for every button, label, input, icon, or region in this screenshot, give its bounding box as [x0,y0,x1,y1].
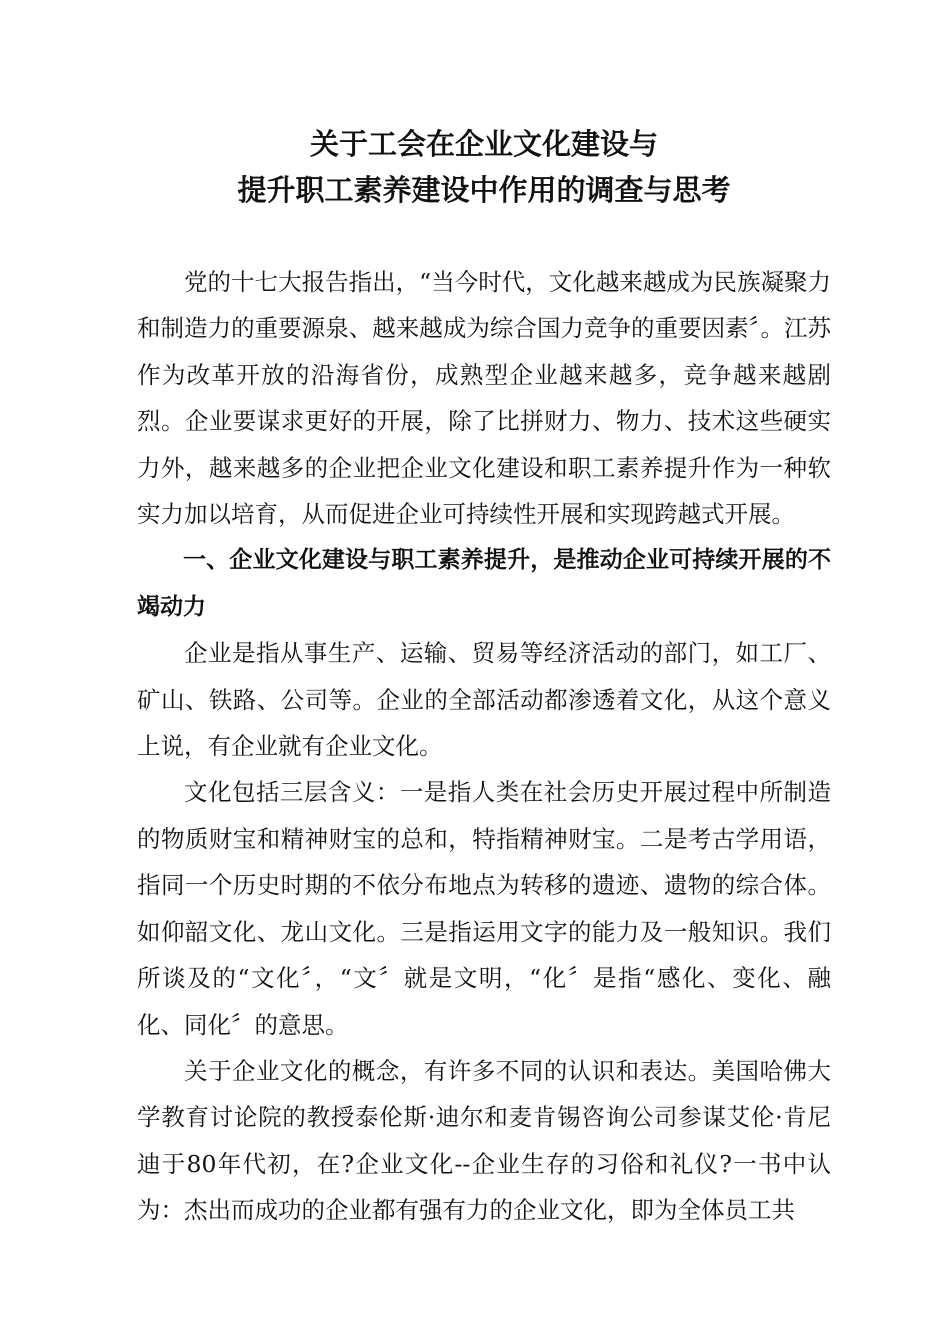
paragraph-culture-meaning: 文化包括三层含义：一是指人类在社会历史开展过程中所制造的物质财宝和精神财宝的总和，特指精神财宝。二是考古学用语，指同一个历史时期的不依分布地点为转移的遗迹、遗物的综合体。如仰韶文化、龙山文化。三是指运用文字的能力及一般知识。我们所谈及的“文化〞，“文〞就是文明，“化〞是指“感化、变化、融化、同化〞的意思。 [137,778,831,1039]
document-title-line-2: 提升职工素养建设中作用的调查与思考 [237,173,731,207]
document-title-line-1: 关于工会在企业文化建设与 [309,127,658,161]
document-body [137,259,831,1234]
paragraph-intro: 党的十七大报告指出，“当今时代，文化越来越成为民族凝聚力和制造力的重要源泉、越来越成为综合国力竞争的重要因素〞。江苏作为改革开放的沿海省份，成熟型企业越来越多，竞争越来越剧烈。企业要谋求更好的开展，除了比拼财力、物力、技术这些硬实力外，越来越多的企业把企业文化建设和职工素养提升作为一种软实力加以培育，从而促进企业可持续性开展和实现跨越式开展。 [137,268,831,529]
paragraph-enterprise-culture-concept: 关于企业文化的概念，有许多不同的认识和表达。美国哈佛大学教育讨论院的教授泰伦斯·迪尔和麦肯锡咨询公司参谋艾伦·肯尼迪于80年代初，在?企业文化--企业生存的习俗和礼仪?一书中认为：杰出而成功的企业都有强有力的企业文化，即为全体员工共 [137,1056,831,1225]
paragraph-enterprise-definition: 企业是指从事生产、运输、贸易等经济活动的部门，如工厂、矿山、铁路、公司等。企业的全部活动都渗透着文化，从这个意义上说，有企业就有企业文化。 [137,639,831,761]
section-heading-1: 一、企业文化建设与职工素养提升，是推动企业可持续开展的不竭动力 [137,547,831,620]
